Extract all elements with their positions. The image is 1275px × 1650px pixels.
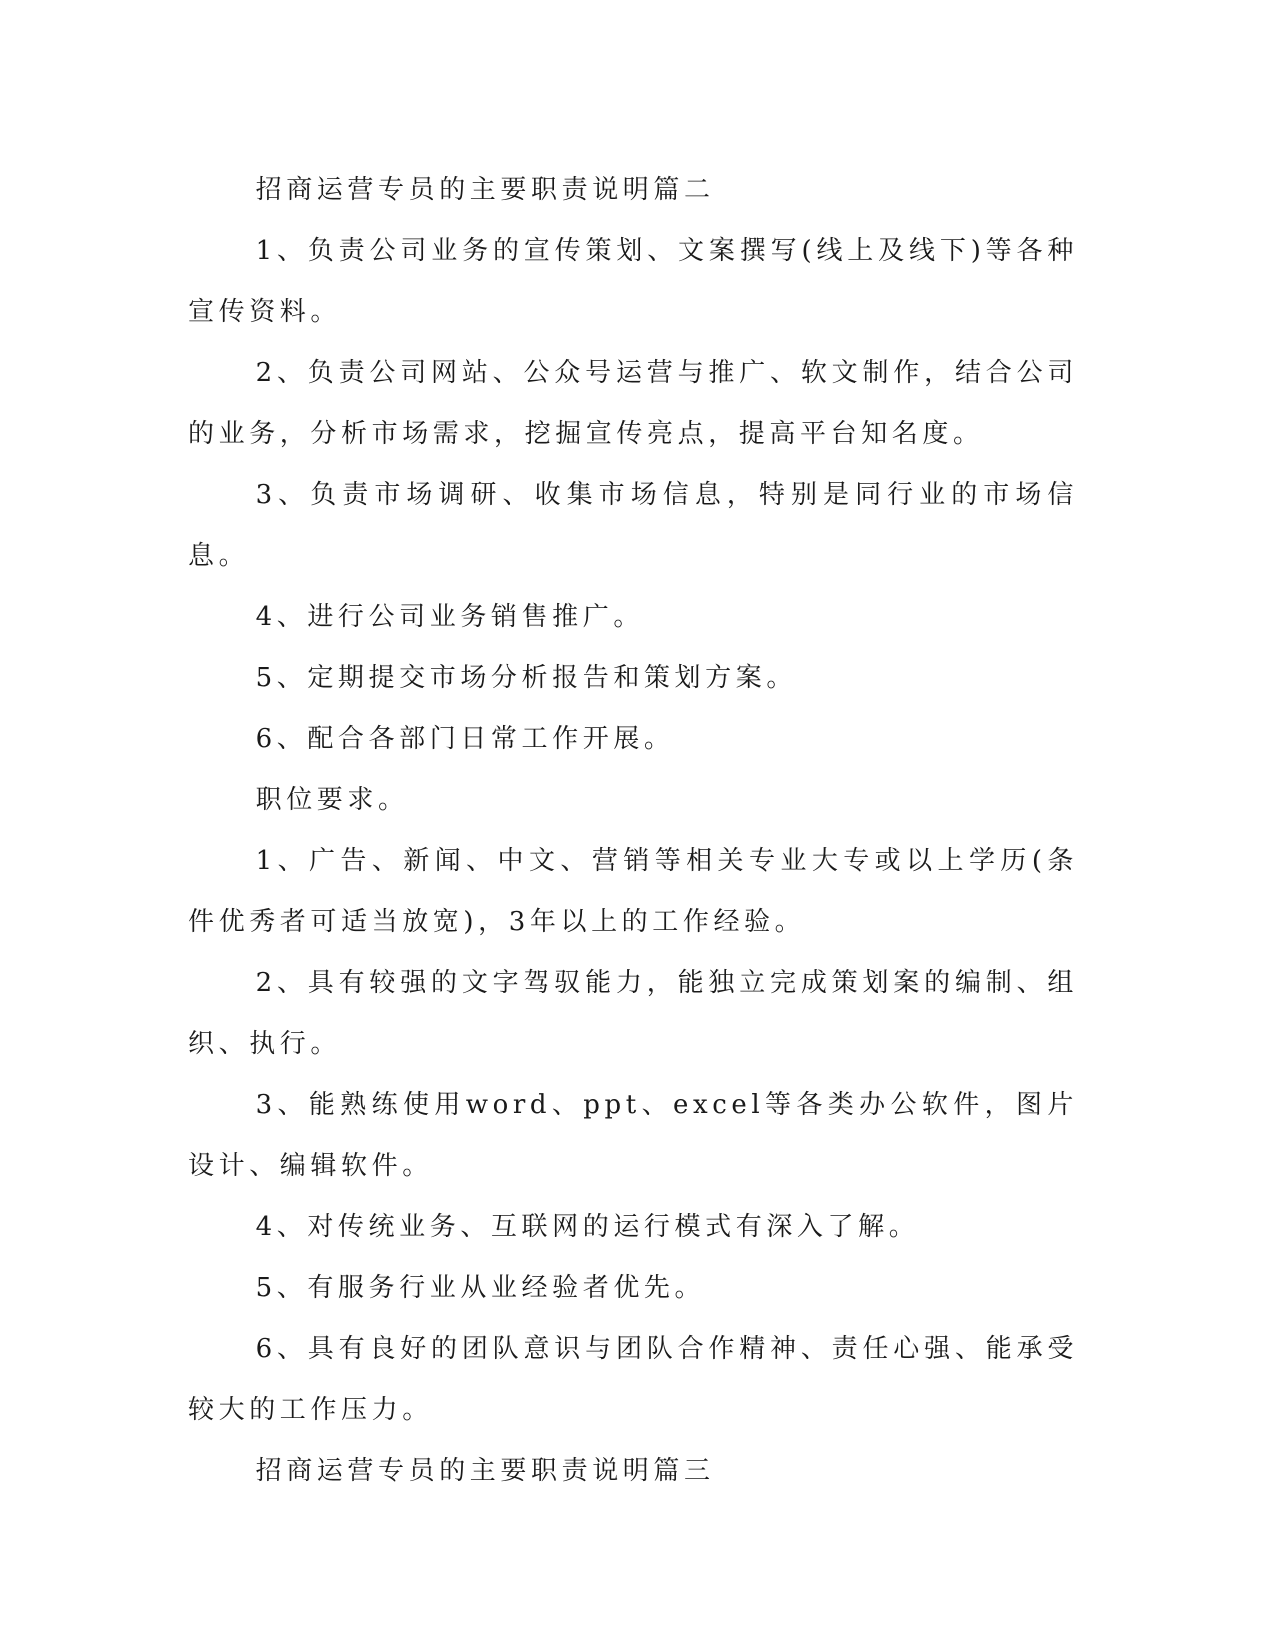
document-body: [188, 160, 1078, 1502]
duty-item-2: 2、负责公司网站、公众号运营与推广、软文制作，结合公司的业务，分析市场需求，挖掘宣传亮点，提高平台知名度。: [188, 358, 1078, 449]
requirement-item-2: 2、具有较强的文字驾驭能力，能独立完成策划案的编制、组织、执行。: [188, 968, 1078, 1059]
duty-item-6: 6、配合各部门日常工作开展。: [255, 724, 675, 754]
requirement-item-1: 1、广告、新闻、中文、营销等相关专业大专或以上学历(条件优秀者可适当放宽)，3年以上的工作经验。: [188, 846, 1078, 937]
duty-item-1: 1、负责公司业务的宣传策划、文案撰写(线上及线下)等各种宣传资料。: [188, 236, 1078, 327]
requirement-item-3: 3、能熟练使用word、ppt、excel等各类办公软件，图片设计、编辑软件。: [188, 1090, 1078, 1181]
section-3-title: 招商运营专员的主要职责说明篇三: [255, 1456, 715, 1486]
duty-item-4: 4、进行公司业务销售推广。: [255, 602, 644, 632]
requirements-title: 职位要求。: [255, 785, 409, 815]
duty-item-3: 3、负责市场调研、收集市场信息，特别是同行业的市场信息。: [188, 480, 1078, 571]
requirement-item-5: 5、有服务行业从业经验者优先。: [255, 1273, 706, 1303]
section-2-title: 招商运营专员的主要职责说明篇二: [255, 175, 715, 205]
requirement-item-6: 6、具有良好的团队意识与团队合作精神、责任心强、能承受较大的工作压力。: [188, 1334, 1078, 1425]
requirement-item-4: 4、对传统业务、互联网的运行模式有深入了解。: [255, 1212, 920, 1242]
duty-item-5: 5、定期提交市场分析报告和策划方案。: [255, 663, 797, 693]
